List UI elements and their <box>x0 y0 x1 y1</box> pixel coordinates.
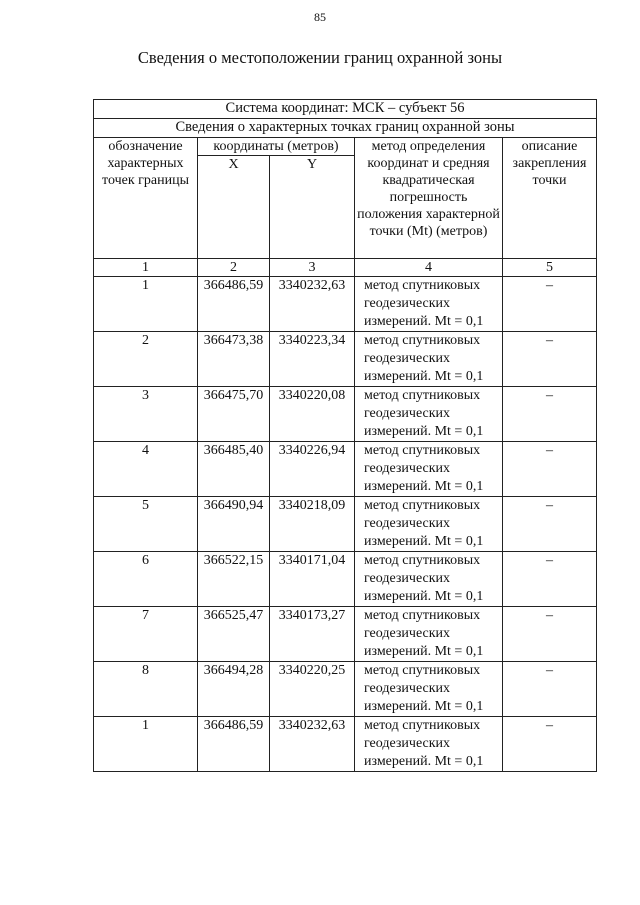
point-cell: 7 <box>94 607 198 662</box>
y-coordinate-cell: 3340223,34 <box>270 332 355 387</box>
column-number: 1 <box>94 259 198 277</box>
point-cell: 8 <box>94 662 198 717</box>
table-row <box>94 552 597 607</box>
x-coordinate-cell: 366490,94 <box>198 497 270 552</box>
table-row <box>94 442 597 497</box>
document-title: Сведения о местоположении границ охранной зоны <box>137 48 503 67</box>
column-number: 2 <box>198 259 270 277</box>
description-cell: – <box>503 387 597 442</box>
y-coordinate-cell: 3340226,94 <box>270 442 355 497</box>
y-coordinate-cell: 3340232,63 <box>270 277 355 332</box>
x-coordinate-cell: 366485,40 <box>198 442 270 497</box>
x-coordinate-cell: 366522,15 <box>198 552 270 607</box>
coords-header: координаты (метров) <box>198 138 355 156</box>
point-cell: 6 <box>94 552 198 607</box>
description-cell: – <box>503 277 597 332</box>
point-cell: 3 <box>94 387 198 442</box>
method-cell: метод спутниковых геодезических измерений. Mt = 0,1 <box>355 717 503 772</box>
column-numbers-row <box>94 259 597 277</box>
x-coordinate-cell: 366475,70 <box>198 387 270 442</box>
x-coordinate-cell: 366486,59 <box>198 277 270 332</box>
point-label-header: обозначение характерных точек границы <box>94 138 198 259</box>
y-header: Y <box>270 156 355 259</box>
point-cell: 2 <box>94 332 198 387</box>
y-coordinate-cell: 3340173,27 <box>270 607 355 662</box>
boundary-points-table <box>93 99 597 772</box>
point-cell: 4 <box>94 442 198 497</box>
description-cell: – <box>503 717 597 772</box>
description-cell: – <box>503 497 597 552</box>
header-row <box>94 138 597 156</box>
x-coordinate-cell: 366486,59 <box>198 717 270 772</box>
table-row <box>94 662 597 717</box>
y-coordinate-cell: 3340232,63 <box>270 717 355 772</box>
table-row <box>94 497 597 552</box>
y-coordinate-cell: 3340220,25 <box>270 662 355 717</box>
y-coordinate-cell: 3340218,09 <box>270 497 355 552</box>
method-cell: метод спутниковых геодезических измерений. Mt = 0,1 <box>355 607 503 662</box>
description-cell: – <box>503 552 597 607</box>
section-title-cell: Сведения о характерных точках границ охранной зоны <box>94 119 597 138</box>
method-cell: метод спутниковых геодезических измерений. Mt = 0,1 <box>355 332 503 387</box>
x-coordinate-cell: 366494,28 <box>198 662 270 717</box>
column-number: 3 <box>270 259 355 277</box>
description-cell: – <box>503 607 597 662</box>
section-title-row <box>94 119 597 138</box>
y-coordinate-cell: 3340220,08 <box>270 387 355 442</box>
method-cell: метод спутниковых геодезических измерений. Mt = 0,1 <box>355 442 503 497</box>
table-body <box>94 277 597 772</box>
column-number: 5 <box>503 259 597 277</box>
table-row <box>94 717 597 772</box>
table-row <box>94 277 597 332</box>
coord-system-row <box>94 100 597 119</box>
point-cell: 5 <box>94 497 198 552</box>
column-number: 4 <box>355 259 503 277</box>
x-header: X <box>198 156 270 259</box>
method-cell: метод спутниковых геодезических измерений. Mt = 0,1 <box>355 662 503 717</box>
point-cell: 1 <box>94 717 198 772</box>
description-cell: – <box>503 442 597 497</box>
table-row <box>94 607 597 662</box>
description-cell: – <box>503 662 597 717</box>
description-cell: – <box>503 332 597 387</box>
table-row <box>94 387 597 442</box>
method-cell: метод спутниковых геодезических измерений. Mt = 0,1 <box>355 497 503 552</box>
method-cell: метод спутниковых геодезических измерений. Mt = 0,1 <box>355 277 503 332</box>
method-cell: метод спутниковых геодезических измерений. Mt = 0,1 <box>355 387 503 442</box>
page-number: 85 <box>314 10 326 24</box>
method-cell: метод спутниковых геодезических измерений. Mt = 0,1 <box>355 552 503 607</box>
point-cell: 1 <box>94 277 198 332</box>
description-header: описание закрепления точки <box>503 138 597 259</box>
coord-system-cell: Система координат: МСК – субъект 56 <box>94 100 597 119</box>
x-coordinate-cell: 366525,47 <box>198 607 270 662</box>
x-coordinate-cell: 366473,38 <box>198 332 270 387</box>
y-coordinate-cell: 3340171,04 <box>270 552 355 607</box>
method-header: метод определения координат и средняя квадратическая погрешность положения характерной точки (Mt) (метров) <box>355 138 503 259</box>
table-row <box>94 332 597 387</box>
